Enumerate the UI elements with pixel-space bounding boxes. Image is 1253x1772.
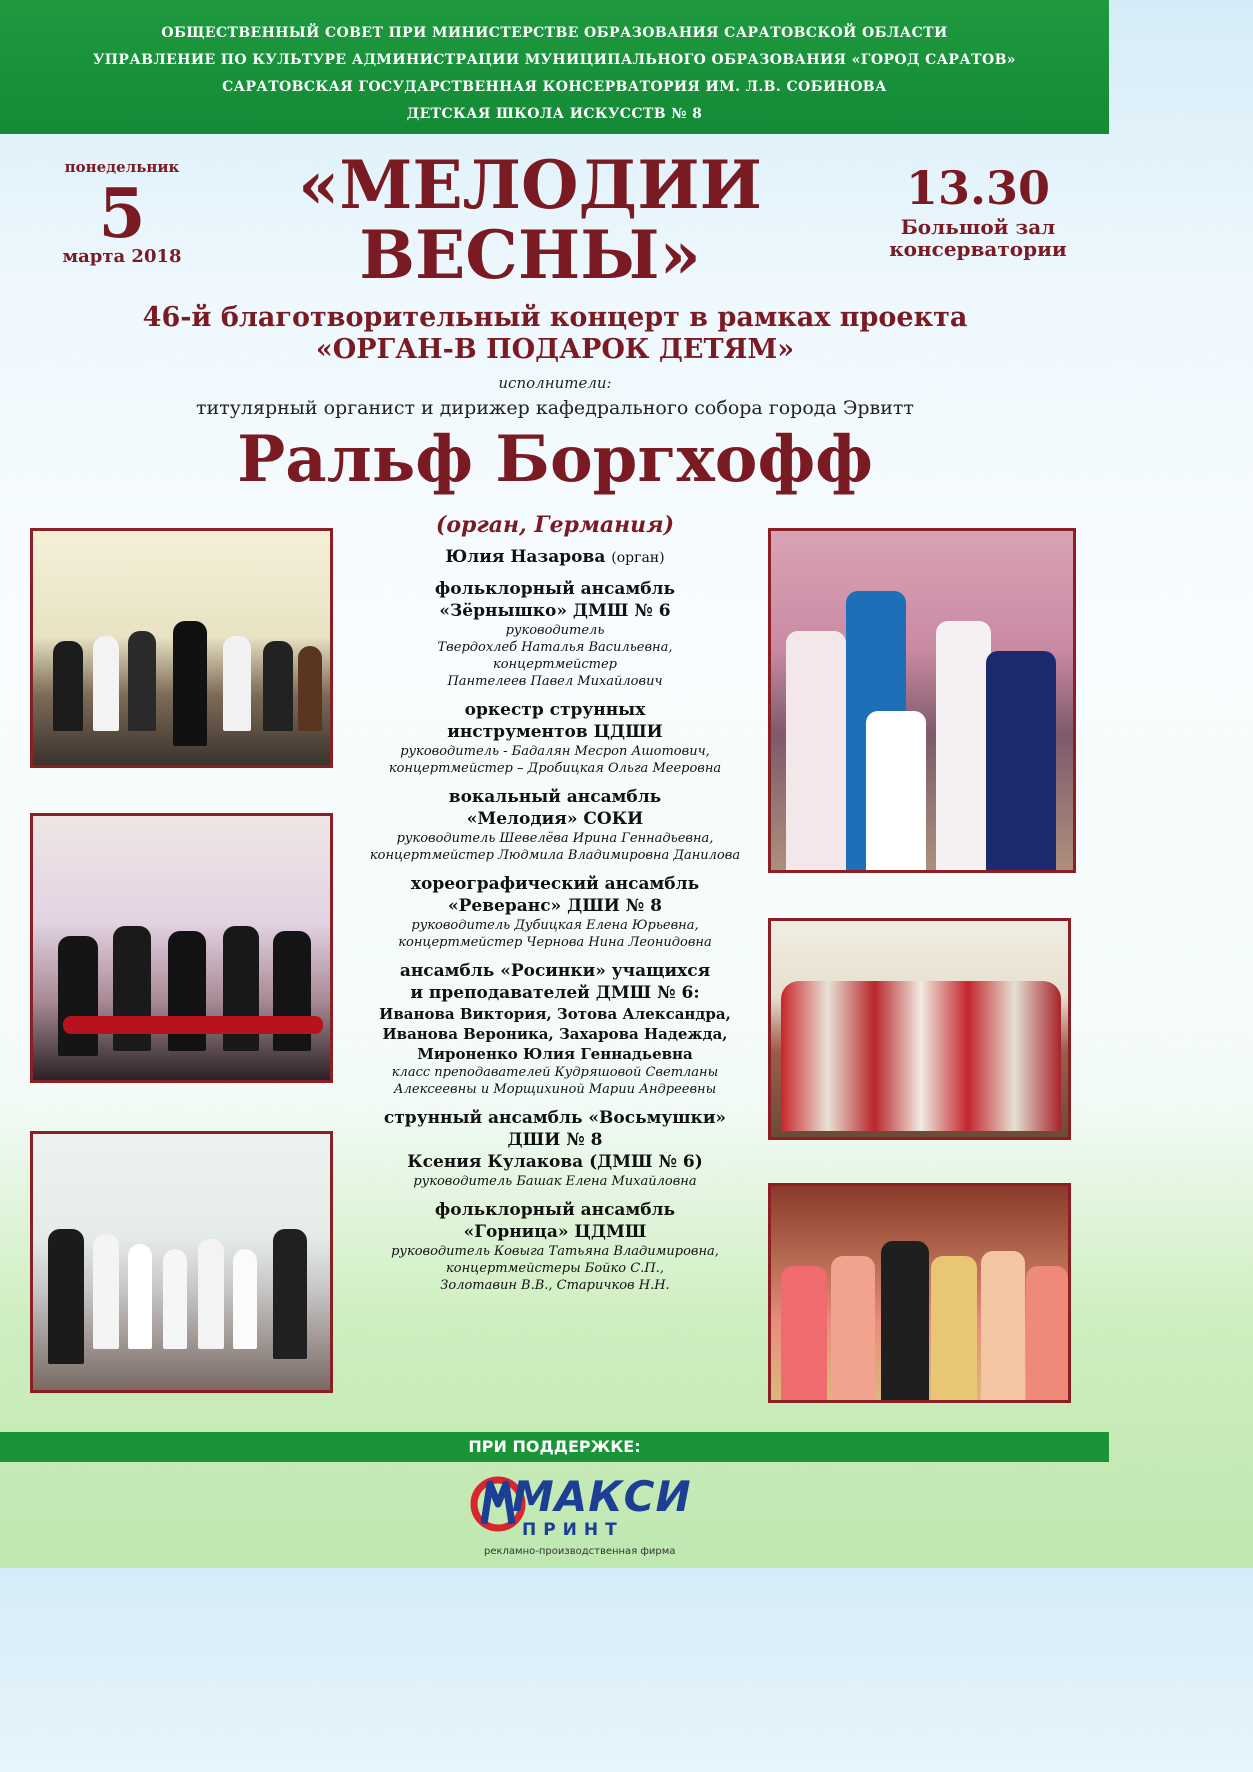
program-item-title: фольклорный ансамбль [434, 1200, 676, 1220]
program-item-title: хореографический ансамбль [410, 874, 700, 894]
program-item [340, 1107, 770, 1190]
header-organizers [0, 0, 1109, 134]
program-item-title: вокальный ансамбль [448, 787, 662, 807]
program-item-title: Иванова Вероника, Захарова Надежда, [382, 1025, 728, 1043]
program-item-detail: руководитель Башак Елена Михайловна [413, 1174, 697, 1189]
sponsor-tagline: рекламно-производственная фирма [484, 1546, 676, 1557]
program-item [340, 786, 770, 864]
day-number: 5 [98, 174, 146, 254]
program-item [340, 1199, 770, 1294]
main-performer-note: (орган, Германия) [435, 512, 675, 538]
program-item-detail: концертмейстеры Бойко С.П., [446, 1261, 664, 1276]
program-item-detail: руководитель Дубицкая Елена Юрьевна, [411, 918, 699, 933]
program-item-detail: Алексеевны и Морщихиной Марии Андреевны [393, 1082, 717, 1097]
program-item-detail: Твердохлеб Наталья Васильевна, [437, 640, 673, 655]
program-item-title: Юлия Назарова (орган) [445, 547, 665, 567]
photo-violin-ensemble [30, 1131, 333, 1393]
sponsor-subname: ПРИНТ [522, 1520, 624, 1540]
sponsor-logo [466, 1470, 692, 1565]
program-item [340, 546, 770, 569]
month-year: марта 2018 [62, 246, 182, 267]
program-list [340, 546, 770, 1303]
organizer-line: УПРАВЛЕНИЕ ПО КУЛЬТУРЕ АДМИНИСТРАЦИИ МУНИЦИПАЛЬНОГО ОБРАЗОВАНИЯ «ГОРОД САРАТОВ» [93, 52, 1016, 68]
title-line-1: «МЕЛОДИИ [298, 146, 762, 224]
program-item-detail: Пантелеев Павел Михайлович [447, 674, 663, 689]
weekday: понедельник [64, 158, 180, 176]
program-item-title: Ксения Кулакова (ДМШ № 6) [407, 1152, 703, 1172]
program-item-title: «Мелодия» СОКИ [466, 809, 644, 829]
program-item [340, 699, 770, 777]
program-item-title: «Горница» ЦДМШ [463, 1222, 647, 1242]
program-item-detail: класс преподавателей Кудряшовой Светланы [391, 1065, 719, 1080]
photo-vocal-ensemble [768, 528, 1076, 873]
title-line-2: ВЕСНЫ» [359, 216, 701, 294]
program-item-title: Иванова Виктория, Зотова Александра, [379, 1005, 731, 1023]
support-label: ПРИ ПОДДЕРЖКЕ: [0, 1432, 1109, 1462]
photo-folk-ensemble [768, 918, 1071, 1140]
event-date [42, 158, 202, 267]
subtitle-line-1: 46-й благотворительный концерт в рамках проекта [142, 302, 968, 333]
program-item-detail: концертмейстер – Дробицкая Ольга Мееровна [388, 761, 722, 776]
program-item-title: ансамбль «Росинки» учащихся [399, 961, 711, 981]
program-item [340, 960, 770, 1098]
venue-line-2: консерватории [889, 237, 1067, 261]
venue-line-1: Большой зал [900, 215, 1056, 239]
photo-choir-ensemble [768, 1183, 1071, 1403]
program-item-tag: (орган) [611, 550, 665, 566]
photo-dance-ensemble [30, 813, 333, 1083]
program-item-title: оркестр струнных [464, 700, 646, 720]
performers-label: исполнители: [498, 374, 612, 392]
program-item [340, 873, 770, 951]
program-item-title: «Зёрнышко» ДМШ № 6 [439, 601, 671, 621]
program-item-title: струнный ансамбль «Восьмушки» [383, 1108, 727, 1128]
program-item-detail: концертмейстер Людмила Владимировна Данилова [369, 848, 741, 863]
program-item-detail: Золотавин В.В., Старичков Н.Н. [440, 1278, 670, 1293]
program-item-title: фольклорный ансамбль [434, 579, 676, 599]
program-item-detail: руководитель Ковыга Татьяна Владимировна, [391, 1244, 719, 1259]
organizer-line: ДЕТСКАЯ ШКОЛА ИСКУССТВ № 8 [406, 106, 703, 122]
organizer-line: ОБЩЕСТВЕННЫЙ СОВЕТ ПРИ МИНИСТЕРСТВЕ ОБРАЗОВАНИЯ САРАТОВСКОЙ ОБЛАСТИ [161, 25, 948, 41]
photo-string-orchestra [30, 528, 333, 768]
event-time-venue [858, 160, 1098, 260]
program-item-title: «Реверанс» ДШИ № 8 [448, 896, 662, 916]
program-item-detail: руководитель Шевелёва Ирина Геннадьевна, [396, 831, 714, 846]
main-performer: Ральф Боргхофф [237, 422, 873, 497]
program-item-detail: руководитель [505, 623, 605, 638]
program-item-title: инструментов ЦДШИ [447, 722, 663, 742]
program-item-title: ДШИ № 8 [507, 1130, 603, 1150]
event-time: 13.30 [905, 161, 1051, 215]
concert-title [230, 146, 830, 294]
program-item-title: Мироненко Юлия Геннадьевна [417, 1045, 693, 1063]
program-item-detail: концертмейстер Чернова Нина Леонидовна [398, 935, 712, 950]
organizer-line: САРАТОВСКАЯ ГОСУДАРСТВЕННАЯ КОНСЕРВАТОРИЯ ИМ. Л.В. СОБИНОВА [222, 79, 887, 95]
program-item-detail: концертмейстер [492, 657, 618, 672]
sponsor-name: МАКСИ [512, 1472, 692, 1521]
subtitle-line-2: «ОРГАН-В ПОДАРОК ДЕТЯМ» [315, 334, 795, 365]
organist-description: титулярный органист и дирижер кафедрального собора города Эрвитт [196, 397, 914, 419]
concert-subtitle [80, 302, 1030, 366]
program-item-title: и преподавателей ДМШ № 6: [410, 983, 700, 1003]
program-item [340, 578, 770, 690]
program-item-detail: руководитель - Бадалян Месроп Ашотович, [400, 744, 710, 759]
